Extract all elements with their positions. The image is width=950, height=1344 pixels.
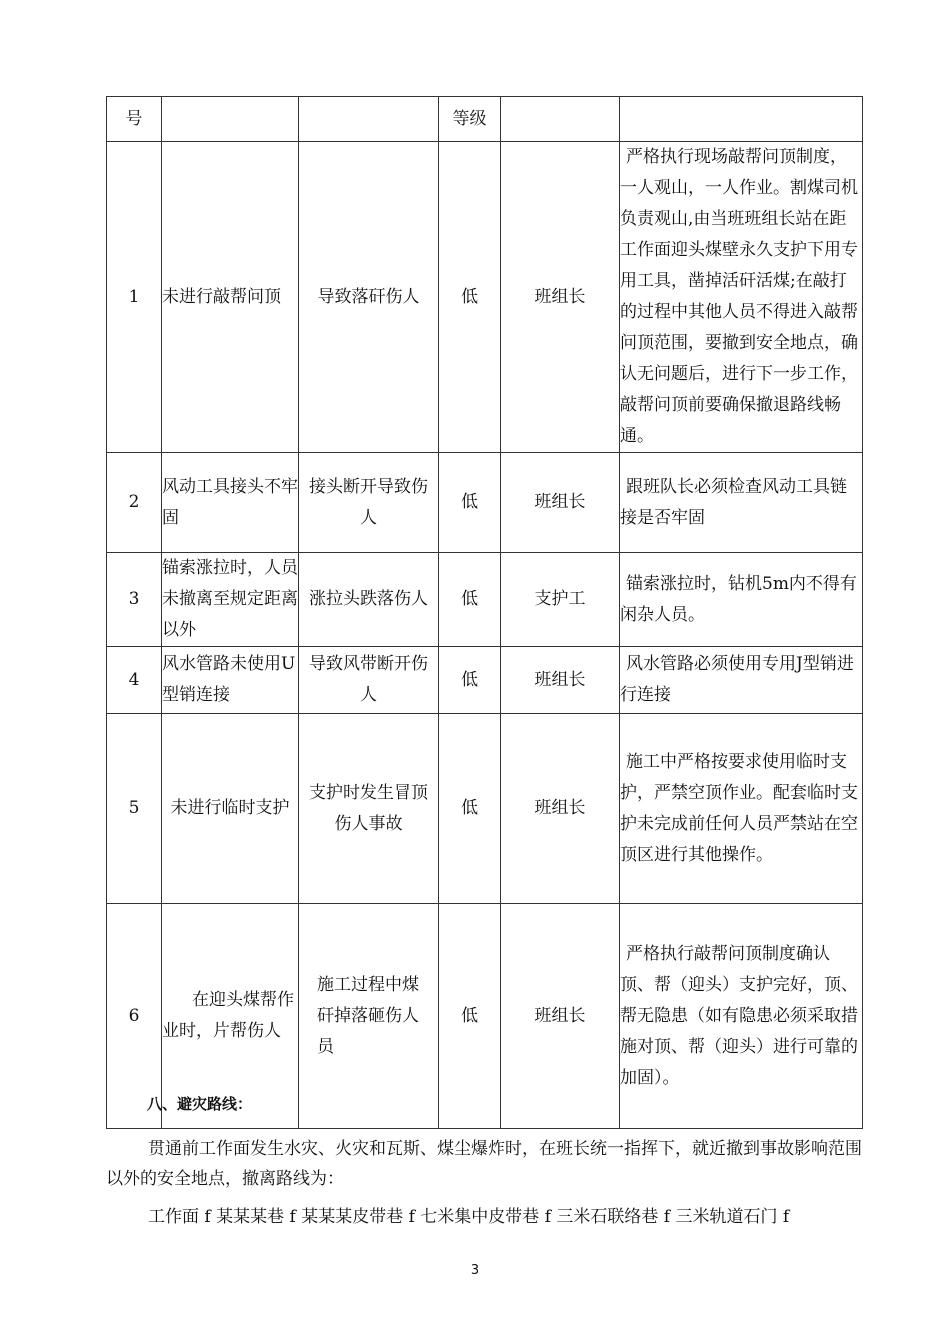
- header-consequence-cell: [299, 97, 439, 142]
- level-cell: 低: [439, 553, 501, 647]
- measure-cell: 严格执行现场敲帮问顶制度，一人观山，一人作业。割煤司机负责观山,由当班班组长站在距工作面迎头煤壁永久支护下用专用工具，凿掉活矸活煤;在敲打的过程中其他人员不得进入敲帮问顶范围，要撤到安全地点，确认无问题后，进行下一步工作，敲帮问顶前要确保撤退路线畅通。: [620, 142, 863, 453]
- responsible-cell: 班组长: [501, 904, 620, 1129]
- consequence-cell: 接头断开导致伤人: [299, 453, 439, 553]
- header-responsible-cell: [501, 97, 620, 142]
- consequence-cell: 导致落矸伤人: [299, 142, 439, 453]
- row-no-cell: 4: [107, 647, 162, 714]
- header-hazard-cell: [162, 97, 299, 142]
- responsible-cell: 班组长: [501, 714, 620, 904]
- consequence-cell: 导致风带断开伤人: [299, 647, 439, 714]
- risk-table: [106, 96, 863, 1129]
- consequence-cell: 支护时发生冒顶伤人事故: [299, 714, 439, 904]
- responsible-cell: 班组长: [501, 647, 620, 714]
- hazard-cell: 风水管路未使用U型销连接: [162, 647, 299, 714]
- hazard-cell: 未进行敲帮问顶: [162, 142, 299, 453]
- table-row: [107, 142, 863, 453]
- responsible-cell: 支护工: [501, 553, 620, 647]
- responsible-cell: 班组长: [501, 453, 620, 553]
- row-no-cell: 5: [107, 714, 162, 904]
- hazard-cell: 未进行临时支护: [162, 714, 299, 904]
- responsible-cell: 班组长: [501, 142, 620, 453]
- consequence-cell: 涨拉头跌落伤人: [299, 553, 439, 647]
- table-row: [107, 453, 863, 553]
- row-no-cell: 6: [107, 904, 162, 1129]
- hazard-cell: 在迎头煤帮作业时，片帮伤人: [162, 904, 299, 1129]
- level-cell: 低: [439, 714, 501, 904]
- level-cell: 低: [439, 453, 501, 553]
- header-level-cell: 等级: [439, 97, 501, 142]
- level-cell: 低: [439, 904, 501, 1129]
- level-cell: 低: [439, 142, 501, 453]
- measure-cell: 锚索涨拉时，钻机5m内不得有闲杂人员。: [620, 553, 863, 647]
- measure-cell: 施工中严格按要求使用临时支护，严禁空顶作业。配套临时支护未完成前任何人员严禁站在空顶区进行其他操作。: [620, 714, 863, 904]
- table-row: [107, 647, 863, 714]
- header-measure-cell: [620, 97, 863, 142]
- page-number: 3: [470, 1263, 480, 1278]
- table-header-row: [107, 97, 863, 142]
- row-no-cell: 3: [107, 553, 162, 647]
- evacuation-route: 工作面 f 某某某巷 f 某某某皮带巷 f 七米集中皮带巷 f 三米石联络巷 f 三米轨道石门 f: [148, 1207, 790, 1227]
- table-row: [107, 553, 863, 647]
- row-no-cell: 1: [107, 142, 162, 453]
- section-title: 八、避灾路线：: [147, 1095, 253, 1113]
- body-paragraph: 贯通前工作面发生水灾、火灾和瓦斯、煤尘爆炸时，在班长统一指挥下，就近撤到事故影响范围以外的安全地点，撤离路线为：: [106, 1139, 862, 1189]
- hazard-cell: 风动工具接头不牢固: [162, 453, 299, 553]
- level-cell: 低: [439, 647, 501, 714]
- measure-cell: 风水管路必须使用专用J型销进行连接: [620, 647, 863, 714]
- measure-cell: 跟班队长必须检查风动工具链接是否牢固: [620, 453, 863, 553]
- header-no-cell: 号: [107, 97, 162, 142]
- consequence-cell: 施工过程中煤矸掉落砸伤人员: [299, 904, 439, 1129]
- measure-cell: 严格执行敲帮问顶制度确认顶、帮（迎头）支护完好，顶、帮无隐患（如有隐患必须采取措施对顶、帮（迎头）进行可靠的加固）。: [620, 904, 863, 1129]
- table-row: [107, 714, 863, 904]
- hazard-cell: 锚索涨拉时，人员未撤离至规定距离以外: [162, 553, 299, 647]
- row-no-cell: 2: [107, 453, 162, 553]
